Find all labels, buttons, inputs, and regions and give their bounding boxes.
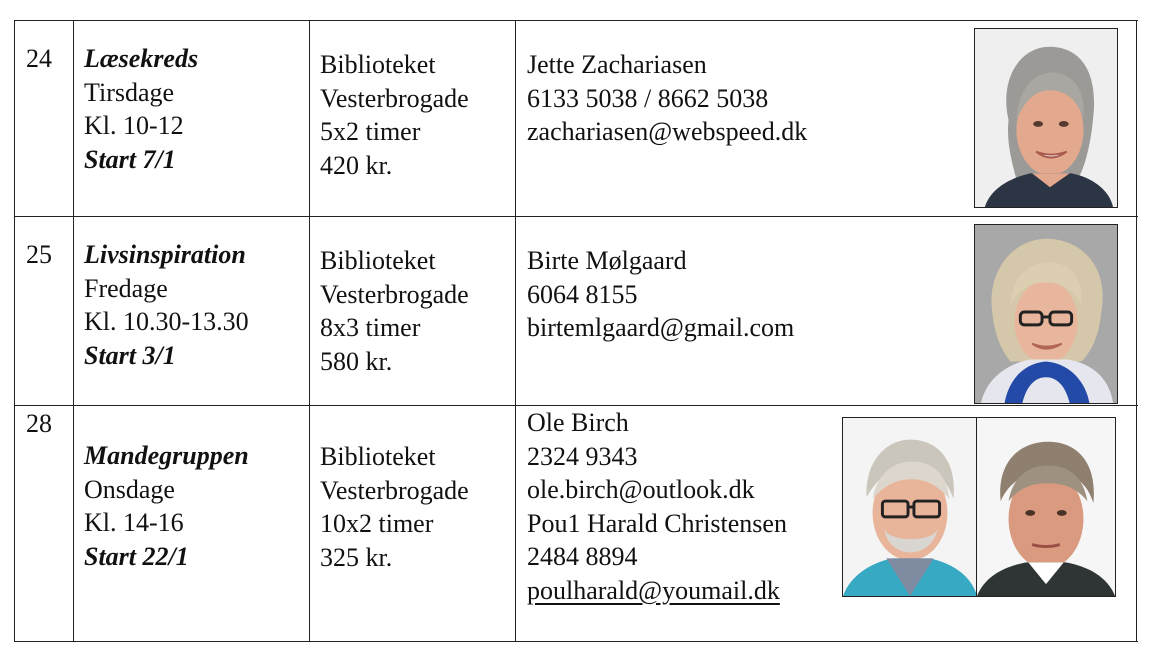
contact-email-second-link[interactable]: poulharald@youmail.dk — [527, 575, 780, 605]
venue-street: Vesterbrogade — [320, 475, 469, 505]
table-row — [14, 405, 1138, 642]
course-title: Livsinspiration — [84, 240, 246, 269]
course-number-text: 24 — [26, 44, 52, 73]
course-number-text: 28 — [26, 409, 52, 438]
table-row-divider — [14, 405, 1138, 406]
contact-photo-woman-gray-hair — [974, 28, 1118, 208]
course-price: 580 kr. — [320, 346, 393, 376]
course-venue — [309, 405, 515, 574]
session-count: 10x2 timer — [320, 509, 434, 538]
course-info — [73, 405, 309, 573]
venue-street: Vesterbrogade — [320, 279, 469, 309]
contact-email[interactable]: ole.birch@outlook.dk — [527, 475, 755, 504]
table-column-divider — [515, 20, 516, 642]
course-start-date: Start 7/1 — [84, 144, 176, 174]
course-info — [73, 216, 309, 372]
venue-name: Biblioteket — [320, 246, 436, 275]
course-price: 325 kr. — [320, 542, 393, 572]
contact-name: Ole Birch — [527, 408, 629, 437]
table-row — [14, 20, 1138, 216]
course-venue — [309, 216, 515, 378]
table-row-divider — [14, 216, 1138, 217]
contact-photo-man-glasses — [842, 417, 978, 597]
course-number — [14, 20, 73, 76]
course-day: Fredage — [84, 273, 168, 303]
table-column-divider — [73, 20, 74, 642]
contact-name-second: Pou1 Harald Christensen — [527, 508, 787, 538]
contact-photo-woman-curly-hair — [974, 224, 1118, 404]
course-title: Mandegruppen — [84, 441, 249, 470]
table-border-top — [14, 20, 1138, 21]
session-count: 5x2 timer — [320, 117, 421, 146]
course-start-date: Start 3/1 — [84, 340, 176, 370]
contact-email[interactable]: zachariasen@webspeed.dk — [527, 117, 808, 146]
venue-street: Vesterbrogade — [320, 83, 469, 113]
contact-name: Birte Mølgaard — [527, 246, 687, 275]
contact-phone-second: 2484 8894 — [527, 542, 638, 571]
contact-email[interactable]: birtemlgaard@gmail.com — [527, 313, 795, 342]
contact-name: Jette Zachariasen — [527, 50, 707, 79]
course-day: Tirsdage — [84, 77, 175, 107]
course-time: Kl. 10.30-13.30 — [84, 307, 249, 336]
table-border-bottom — [14, 641, 1138, 642]
table-row — [14, 216, 1138, 405]
contact-phone: 2324 9343 — [527, 441, 638, 471]
table-border-left — [14, 20, 15, 642]
course-number-text: 25 — [26, 240, 52, 269]
session-count: 8x3 timer — [320, 313, 421, 342]
course-table — [14, 20, 1138, 642]
table-column-divider — [309, 20, 310, 642]
course-number — [14, 216, 73, 272]
venue-name: Biblioteket — [320, 442, 436, 471]
contact-photo-man — [976, 417, 1116, 597]
course-number — [14, 405, 73, 441]
course-venue — [309, 20, 515, 182]
course-time: Kl. 10-12 — [84, 111, 184, 140]
venue-name: Biblioteket — [320, 50, 436, 79]
table-border-right — [1136, 20, 1137, 642]
course-day: Onsdage — [84, 474, 175, 504]
course-time: Kl. 14-16 — [84, 508, 184, 537]
contact-phone: 6133 5038 / 8662 5038 — [527, 83, 769, 113]
course-title: Læsekreds — [84, 44, 199, 73]
contact-phone: 6064 8155 — [527, 279, 638, 309]
course-info — [73, 20, 309, 176]
course-price: 420 kr. — [320, 150, 393, 180]
course-start-date: Start 22/1 — [84, 541, 189, 571]
